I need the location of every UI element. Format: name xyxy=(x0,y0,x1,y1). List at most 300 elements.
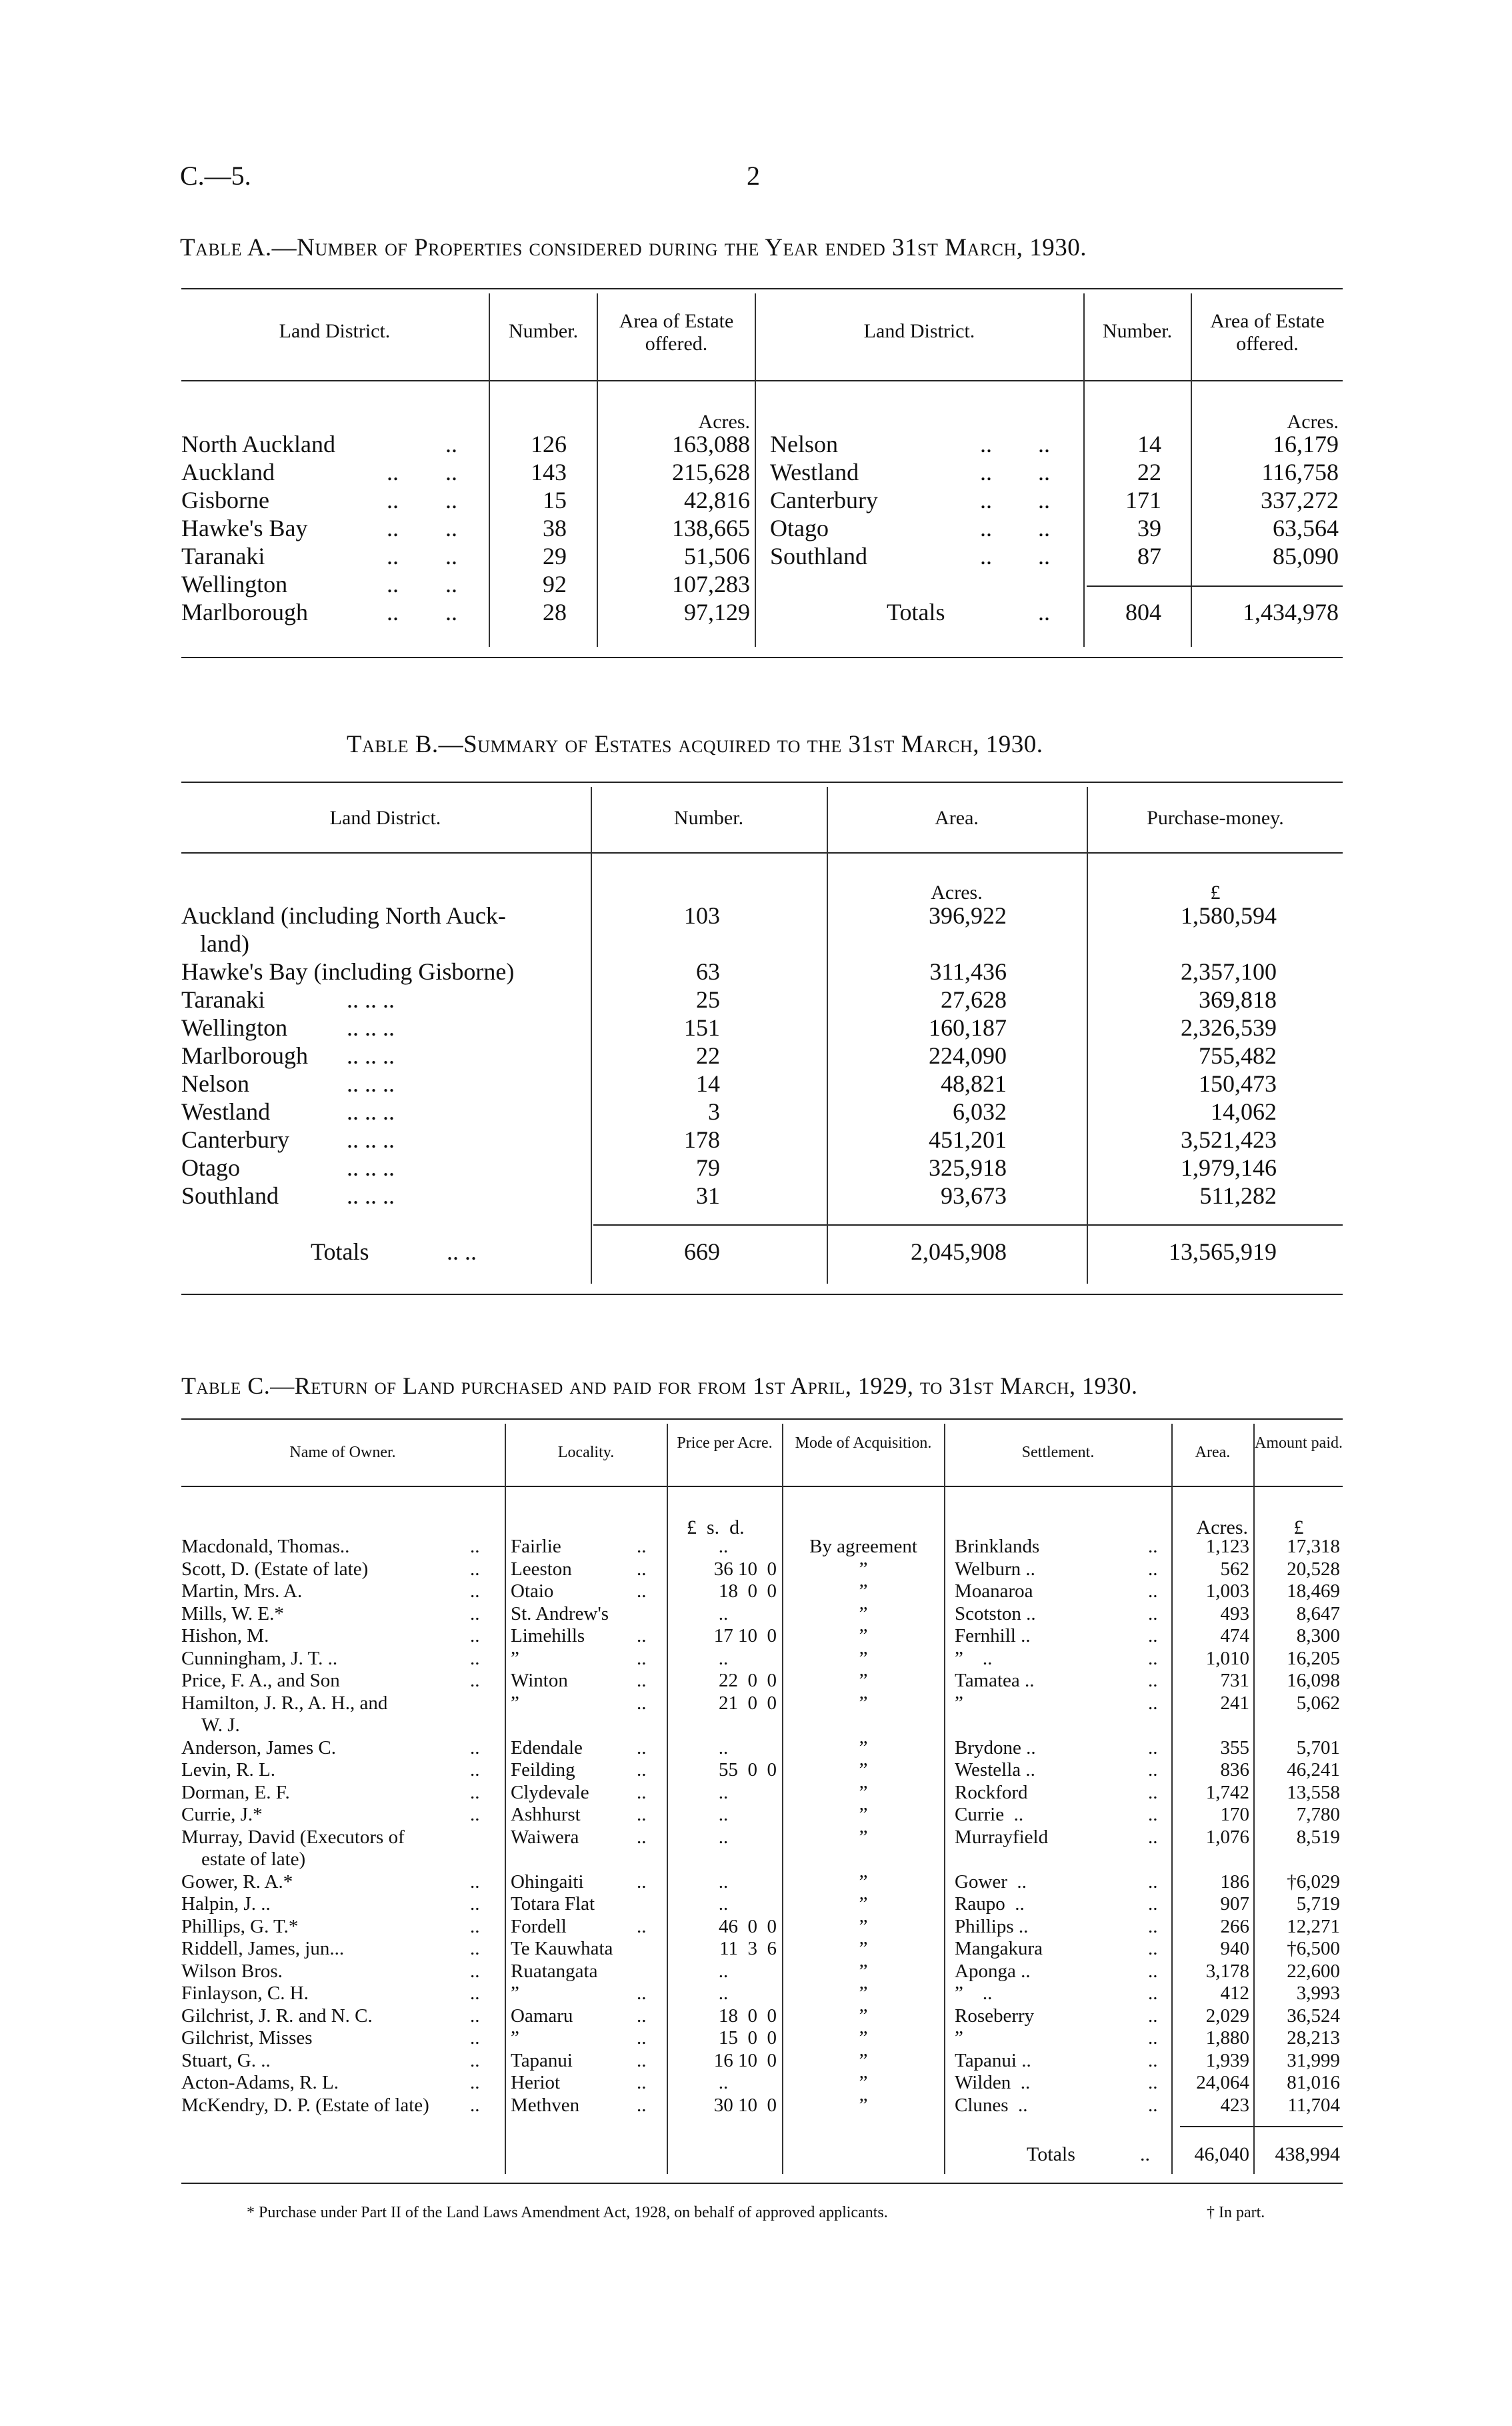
locality: Tapanui xyxy=(511,2049,573,2071)
number-value: 25 xyxy=(696,986,720,1013)
area-acres: 3,178 xyxy=(1205,1960,1249,1982)
settlement: Scotston .. xyxy=(955,1602,1036,1624)
number-value: 38 xyxy=(543,515,567,541)
table-a-title: Table A.—Number of Properties considered during the Year ended 31st March, 1930. xyxy=(180,234,1087,261)
table-b-title: Table B.—Summary of Estates acquired to the 31st March, 1930. xyxy=(347,731,1043,758)
column-rule xyxy=(489,293,490,647)
price-per-acre: .. xyxy=(718,1602,729,1624)
settlement: Westella .. xyxy=(955,1759,1035,1780)
leader-dots: .. xyxy=(637,1558,647,1580)
district-name: Otago xyxy=(181,1154,240,1181)
owner-name: Phillips, G. T.* xyxy=(181,1915,299,1937)
area-acres: 423 xyxy=(1220,2094,1249,2116)
leader-dots: .. xyxy=(1148,1938,1158,1959)
settlement: Raupo .. xyxy=(955,1893,1025,1915)
area-value: 6,032 xyxy=(953,1098,1007,1125)
owner-name: Currie, J.* xyxy=(181,1804,263,1825)
mode-of-acquisition: ” xyxy=(859,2072,868,2093)
area-value: 116,758 xyxy=(1261,459,1339,485)
mode-of-acquisition: ” xyxy=(859,1960,868,1982)
leader-dots: .. xyxy=(637,2094,647,2116)
leader-dots: .. xyxy=(637,1871,647,1893)
unit-pounds: £ xyxy=(1293,1516,1304,1538)
price-per-acre: .. xyxy=(718,1781,729,1803)
leader-dots: .. xyxy=(470,1915,480,1937)
locality: Totara Flat xyxy=(511,1893,595,1915)
leader-dots: .. xyxy=(637,1983,647,2004)
leader-dots: .. xyxy=(637,1625,647,1646)
leader-dots: .. xyxy=(1148,1692,1158,1714)
district-name: Marlborough xyxy=(181,599,308,626)
totals-area: 2,045,908 xyxy=(911,1238,1007,1265)
settlement: Rockford xyxy=(955,1781,1028,1803)
mode-of-acquisition: ” xyxy=(859,2005,868,2027)
column-rule xyxy=(591,787,592,1284)
locality: ” xyxy=(511,1692,519,1714)
amount-paid: 46,241 xyxy=(1287,1759,1340,1780)
settlement: ” .. xyxy=(955,1983,993,2004)
leader-dots: .. .. .. xyxy=(347,1098,395,1125)
leader-dots: .. xyxy=(445,459,457,485)
area-acres: 562 xyxy=(1220,1558,1249,1580)
money-value: 369,818 xyxy=(1199,986,1277,1013)
leader-dots: .. xyxy=(1148,1915,1158,1937)
leader-dots: .. xyxy=(1148,1893,1158,1915)
settlement: Tapanui .. xyxy=(955,2049,1031,2071)
owner-name: Price, F. A., and Son xyxy=(181,1670,340,1691)
totals-label: Totals xyxy=(887,599,945,626)
leader-dots: .. xyxy=(470,1602,480,1624)
area-acres: 1,003 xyxy=(1205,1580,1249,1602)
locality: ” xyxy=(511,1983,519,2004)
area-acres: 731 xyxy=(1220,1670,1249,1691)
price-per-acre: .. xyxy=(718,1736,729,1758)
leader-dots: .. xyxy=(470,1960,480,1982)
leader-dots: .. xyxy=(470,1759,480,1780)
column-rule xyxy=(944,1424,945,2174)
amount-paid: 16,205 xyxy=(1287,1647,1340,1669)
locality: Leeston xyxy=(511,1558,572,1580)
settlement: Aponga .. xyxy=(955,1960,1031,1982)
locality: Fairlie xyxy=(511,1536,561,1557)
area-value: 27,628 xyxy=(941,986,1007,1013)
price-per-acre: .. xyxy=(718,1983,729,2004)
leader-dots: .. .. .. xyxy=(347,986,395,1013)
settlement: Gower .. xyxy=(955,1871,1027,1893)
leader-dots: .. xyxy=(1140,2143,1150,2165)
number-value: 87 xyxy=(1137,543,1161,569)
column-rule xyxy=(667,1424,668,2174)
area-value: 138,665 xyxy=(672,515,750,541)
leader-dots: .. xyxy=(637,1915,647,1937)
leader-dots: .. xyxy=(470,2027,480,2049)
header-number: Number. xyxy=(673,807,744,829)
amount-paid: 5,701 xyxy=(1296,1736,1340,1758)
leader-dots: .. xyxy=(470,1670,480,1691)
settlement: Mangakura xyxy=(955,1938,1043,1959)
unit-acres: Acres. xyxy=(931,882,983,904)
leader-dots: .. xyxy=(445,431,457,457)
leader-dots: .. xyxy=(637,1826,647,1848)
district-name: Otago xyxy=(770,515,829,541)
divider xyxy=(181,1418,1343,1420)
divider xyxy=(181,852,1343,854)
amount-paid: 8,647 xyxy=(1296,1602,1340,1624)
amount-paid: 16,098 xyxy=(1287,1670,1340,1691)
leader-dots: .. xyxy=(1148,2094,1158,2116)
district-name-continued: land) xyxy=(200,930,249,957)
leader-dots: .. xyxy=(387,515,399,541)
table-c-title: Table C.—Return of Land purchased and paid for from 1st April, 1929, to 31st March, 1930. xyxy=(181,1372,1138,1399)
owner-name: Acton-Adams, R. L. xyxy=(181,2072,339,2093)
leader-dots: .. .. .. xyxy=(347,1182,395,1209)
mode-of-acquisition: ” xyxy=(859,1580,868,1602)
unit-acres: Acres. xyxy=(1287,411,1339,433)
district-name: Wellington xyxy=(181,571,288,597)
owner-name: Wilson Bros. xyxy=(181,1960,283,1982)
owner-name: Mills, W. E.* xyxy=(181,1602,284,1624)
owner-name: Cunningham, J. T. .. xyxy=(181,1647,338,1669)
area-value: 311,436 xyxy=(929,958,1007,985)
leader-dots: .. xyxy=(470,1536,480,1557)
price-per-acre: .. xyxy=(718,1826,729,1848)
leader-dots: .. xyxy=(637,1781,647,1803)
district-name: Canterbury xyxy=(770,487,878,513)
owner-name: Gilchrist, Misses xyxy=(181,2027,313,2049)
leader-dots: .. xyxy=(1148,1804,1158,1825)
settlement: Brydone .. xyxy=(955,1736,1036,1758)
mode-of-acquisition: ” xyxy=(859,1915,868,1937)
settlement: Fernhill .. xyxy=(955,1625,1031,1646)
leader-dots: .. .. .. xyxy=(347,1042,395,1069)
leader-dots: .. xyxy=(1148,1871,1158,1893)
area-acres: 940 xyxy=(1220,1938,1249,1959)
column-rule xyxy=(1083,293,1085,647)
leader-dots: .. xyxy=(1148,1759,1158,1780)
district-name: Nelson xyxy=(181,1070,249,1097)
area-value: 93,673 xyxy=(941,1182,1007,1209)
leader-dots: .. xyxy=(470,1893,480,1915)
area-acres: 355 xyxy=(1220,1736,1249,1758)
district-name: Taranaki xyxy=(181,986,265,1013)
amount-paid: 5,062 xyxy=(1296,1692,1340,1714)
leader-dots: .. xyxy=(980,515,992,541)
mode-of-acquisition: ” xyxy=(859,1781,868,1803)
divider xyxy=(181,657,1343,658)
price-per-acre: 18 0 0 xyxy=(719,1580,777,1602)
locality: ” xyxy=(511,2027,519,2049)
totals-number: 669 xyxy=(684,1238,720,1265)
settlement: ” xyxy=(955,1692,963,1714)
settlement: Brinklands xyxy=(955,1536,1040,1557)
district-name: Gisborne xyxy=(181,487,269,513)
locality: Methven xyxy=(511,2094,580,2116)
locality: Ruatangata xyxy=(511,1960,598,1982)
locality: ” xyxy=(511,1647,519,1669)
footnote-dagger: † In part. xyxy=(1207,2204,1265,2221)
area-acres: 1,880 xyxy=(1205,2027,1249,2049)
owner-name: Martin, Mrs. A. xyxy=(181,1580,303,1602)
leader-dots: .. .. .. xyxy=(347,1014,395,1041)
price-per-acre: 30 10 0 xyxy=(713,2094,777,2116)
money-value: 3,521,423 xyxy=(1181,1126,1277,1153)
unit-lsd: £ s. d. xyxy=(687,1516,745,1538)
district-name: Auckland xyxy=(181,459,275,485)
leader-dots: .. xyxy=(445,571,457,597)
leader-dots: .. xyxy=(470,1558,480,1580)
area-acres: 1,123 xyxy=(1205,1536,1249,1557)
price-per-acre: .. xyxy=(718,1893,729,1915)
leader-dots: .. .. .. xyxy=(347,1126,395,1153)
owner-name: Riddell, James, jun... xyxy=(181,1938,345,1959)
number-value: 63 xyxy=(696,958,720,985)
number-value: 14 xyxy=(1137,431,1161,457)
header-number: Number. xyxy=(1102,320,1173,342)
header-area: Area. xyxy=(1195,1444,1231,1461)
owner-name: Anderson, James C. xyxy=(181,1736,336,1758)
number-value: 14 xyxy=(696,1070,720,1097)
district-name: Wellington xyxy=(181,1014,288,1041)
header-settlement: Settlement. xyxy=(1021,1444,1095,1461)
unit-acres: Acres. xyxy=(698,411,750,433)
price-per-acre: 16 10 0 xyxy=(713,2049,777,2071)
number-value: 126 xyxy=(531,431,567,457)
leader-dots: .. xyxy=(1148,1826,1158,1848)
header-area: Area of Estate offered. xyxy=(1210,310,1325,355)
header-area: Area of Estate offered. xyxy=(619,310,734,355)
page-number: 2 xyxy=(747,161,760,191)
price-per-acre: 11 3 6 xyxy=(719,1938,777,1959)
settlement: Moanaroa xyxy=(955,1580,1033,1602)
settlement: Wilden .. xyxy=(955,2072,1031,2093)
district-name: Auckland (including North Auck- xyxy=(181,902,506,929)
amount-paid: 22,600 xyxy=(1287,1960,1340,1982)
number-value: 29 xyxy=(543,543,567,569)
district-name: Hawke's Bay xyxy=(181,515,308,541)
owner-name: Halpin, J. .. xyxy=(181,1893,271,1915)
leader-dots: .. xyxy=(637,2049,647,2071)
area-acres: 1,076 xyxy=(1205,1826,1249,1848)
leader-dots: .. xyxy=(470,2049,480,2071)
leader-dots: .. xyxy=(470,2094,480,2116)
leader-dots: .. xyxy=(470,2005,480,2027)
divider xyxy=(181,1486,1343,1487)
header-area: Area. xyxy=(935,807,979,829)
leader-dots: .. xyxy=(1148,1647,1158,1669)
locality: Edendale xyxy=(511,1736,583,1758)
settlement: Clunes .. xyxy=(955,2094,1028,2116)
number-value: 15 xyxy=(543,487,567,513)
amount-paid: 3,993 xyxy=(1296,1983,1340,2004)
totals-money: 13,565,919 xyxy=(1169,1238,1277,1265)
area-value: 396,922 xyxy=(929,902,1007,929)
leader-dots: .. xyxy=(637,1536,647,1557)
area-acres: 266 xyxy=(1220,1915,1249,1937)
money-value: 2,326,539 xyxy=(1181,1014,1277,1041)
mode-of-acquisition: ” xyxy=(859,1826,868,1848)
column-rule xyxy=(827,787,828,1284)
leader-dots: .. xyxy=(980,431,992,457)
money-value: 150,473 xyxy=(1199,1070,1277,1097)
column-rule xyxy=(505,1424,506,2174)
district-name: Canterbury xyxy=(181,1126,289,1153)
locality: Clydevale xyxy=(511,1781,589,1803)
leader-dots: .. xyxy=(980,543,992,569)
amount-paid: 20,528 xyxy=(1287,1558,1340,1580)
area-value: 451,201 xyxy=(929,1126,1007,1153)
leader-dots: .. xyxy=(387,599,399,626)
leader-dots: .. xyxy=(637,1804,647,1825)
header-locality: Locality. xyxy=(557,1444,615,1461)
number-value: 178 xyxy=(684,1126,720,1153)
mode-of-acquisition: ” xyxy=(859,1893,868,1915)
mode-of-acquisition: ” xyxy=(859,2049,868,2071)
area-acres: 170 xyxy=(1220,1804,1249,1825)
leader-dots: .. xyxy=(1148,1536,1158,1557)
leader-dots: .. xyxy=(1038,459,1050,485)
district-name: North Auckland xyxy=(181,431,335,457)
leader-dots: .. xyxy=(1038,431,1050,457)
number-value: 28 xyxy=(543,599,567,626)
number-value: 171 xyxy=(1125,487,1161,513)
leader-dots: .. xyxy=(470,1938,480,1959)
amount-paid: 5,719 xyxy=(1296,1893,1340,1915)
area-value: 85,090 xyxy=(1273,543,1339,569)
owner-name: Macdonald, Thomas.. xyxy=(181,1536,350,1557)
header-land-district: Land District. xyxy=(863,320,975,342)
divider xyxy=(181,1294,1343,1295)
number-value: 22 xyxy=(1137,459,1161,485)
number-value: 79 xyxy=(696,1154,720,1181)
settlement: Currie .. xyxy=(955,1804,1024,1825)
column-rule xyxy=(755,293,756,647)
leader-dots: .. xyxy=(1148,2049,1158,2071)
mode-of-acquisition: ” xyxy=(859,1558,868,1580)
locality: Te Kauwhata xyxy=(511,1938,613,1959)
district-name: Taranaki xyxy=(181,543,265,569)
totals-rule xyxy=(593,1224,1343,1226)
area-value: 215,628 xyxy=(672,459,750,485)
locality: St. Andrew's xyxy=(511,1602,609,1624)
mode-of-acquisition: ” xyxy=(859,1602,868,1624)
locality: Fordell xyxy=(511,1915,567,1937)
area-value: 107,283 xyxy=(672,571,750,597)
amount-paid: 28,213 xyxy=(1287,2027,1340,2049)
totals-number: 804 xyxy=(1125,599,1161,626)
leader-dots: .. xyxy=(1148,1580,1158,1602)
unit-acres: Acres. xyxy=(1196,1516,1248,1538)
totals-amount: 438,994 xyxy=(1275,2143,1340,2165)
leader-dots: .. xyxy=(637,1736,647,1758)
mode-of-acquisition: ” xyxy=(859,1871,868,1893)
leader-dots: .. .. xyxy=(447,1238,477,1265)
price-per-acre: .. xyxy=(718,2072,729,2093)
district-name: Westland xyxy=(181,1098,271,1125)
leader-dots: .. xyxy=(637,1670,647,1691)
district-name: Southland xyxy=(770,543,868,569)
totals-rule xyxy=(1180,2126,1343,2127)
price-per-acre: 17 10 0 xyxy=(713,1625,777,1646)
leader-dots: .. xyxy=(470,1625,480,1646)
leader-dots: .. .. .. xyxy=(347,1070,395,1097)
amount-paid: 11,704 xyxy=(1287,2094,1340,2116)
mode-of-acquisition: ” xyxy=(859,2094,868,2116)
money-value: 755,482 xyxy=(1199,1042,1277,1069)
amount-paid: 8,519 xyxy=(1296,1826,1340,1848)
leader-dots: .. xyxy=(637,1647,647,1669)
area-value: 337,272 xyxy=(1261,487,1339,513)
area-acres: 907 xyxy=(1220,1893,1249,1915)
owner-name: Hishon, M. xyxy=(181,1625,269,1646)
leader-dots: .. xyxy=(445,599,457,626)
settlement: ” xyxy=(955,2027,963,2049)
amount-paid: 13,558 xyxy=(1287,1781,1340,1803)
leader-dots: .. xyxy=(470,1647,480,1669)
leader-dots: .. xyxy=(470,2072,480,2093)
amount-paid: 8,300 xyxy=(1296,1625,1340,1646)
leader-dots: .. xyxy=(470,1871,480,1893)
area-acres: 836 xyxy=(1220,1759,1249,1780)
divider xyxy=(181,2183,1343,2184)
price-per-acre: .. xyxy=(718,1804,729,1825)
leader-dots: .. xyxy=(980,459,992,485)
amount-paid: 18,469 xyxy=(1287,1580,1340,1602)
mode-of-acquisition: By agreement xyxy=(809,1536,917,1557)
mode-of-acquisition: ” xyxy=(859,2027,868,2049)
district-name: Westland xyxy=(770,459,859,485)
area-value: 97,129 xyxy=(684,599,750,626)
money-value: 511,282 xyxy=(1199,1182,1277,1209)
number-value: 31 xyxy=(696,1182,720,1209)
totals-rule xyxy=(1087,585,1343,587)
owner-name: Hamilton, J. R., A. H., and xyxy=(181,1692,388,1714)
amount-paid: 12,271 xyxy=(1287,1915,1340,1937)
leader-dots: .. xyxy=(1148,1602,1158,1624)
totals-area: 46,040 xyxy=(1194,2143,1249,2165)
totals-label: Totals xyxy=(311,1238,369,1265)
leader-dots: .. xyxy=(445,543,457,569)
area-value: 51,506 xyxy=(684,543,750,569)
totals-label: Totals xyxy=(1027,2143,1075,2165)
money-value: 14,062 xyxy=(1211,1098,1277,1125)
leader-dots: .. xyxy=(470,1804,480,1825)
owner-name: Finlayson, C. H. xyxy=(181,1983,309,2004)
divider xyxy=(181,288,1343,289)
district-name: Marlborough xyxy=(181,1042,308,1069)
area-acres: 186 xyxy=(1220,1871,1249,1893)
locality: Ohingaiti xyxy=(511,1871,584,1893)
owner-name-continued: estate of late) xyxy=(201,1849,306,1870)
price-per-acre: 18 0 0 xyxy=(719,2005,777,2027)
leader-dots: .. xyxy=(637,2072,647,2093)
unit-pounds: £ xyxy=(1210,882,1221,904)
leader-dots: .. xyxy=(637,1759,647,1780)
leader-dots: .. xyxy=(980,487,992,513)
leader-dots: .. xyxy=(1148,1781,1158,1803)
leader-dots: .. xyxy=(1148,2027,1158,2049)
leader-dots: .. xyxy=(1038,599,1050,626)
header-mode: Mode of Acquisition. xyxy=(795,1434,932,1452)
number-value: 92 xyxy=(543,571,567,597)
owner-name: Gilchrist, J. R. and N. C. xyxy=(181,2005,373,2027)
area-value: 42,816 xyxy=(684,487,750,513)
owner-name: Levin, R. L. xyxy=(181,1759,275,1780)
leader-dots: .. xyxy=(387,543,399,569)
number-value: 143 xyxy=(531,459,567,485)
divider xyxy=(181,782,1343,783)
locality: Oamaru xyxy=(511,2005,573,2027)
owner-name-continued: W. J. xyxy=(201,1714,240,1736)
